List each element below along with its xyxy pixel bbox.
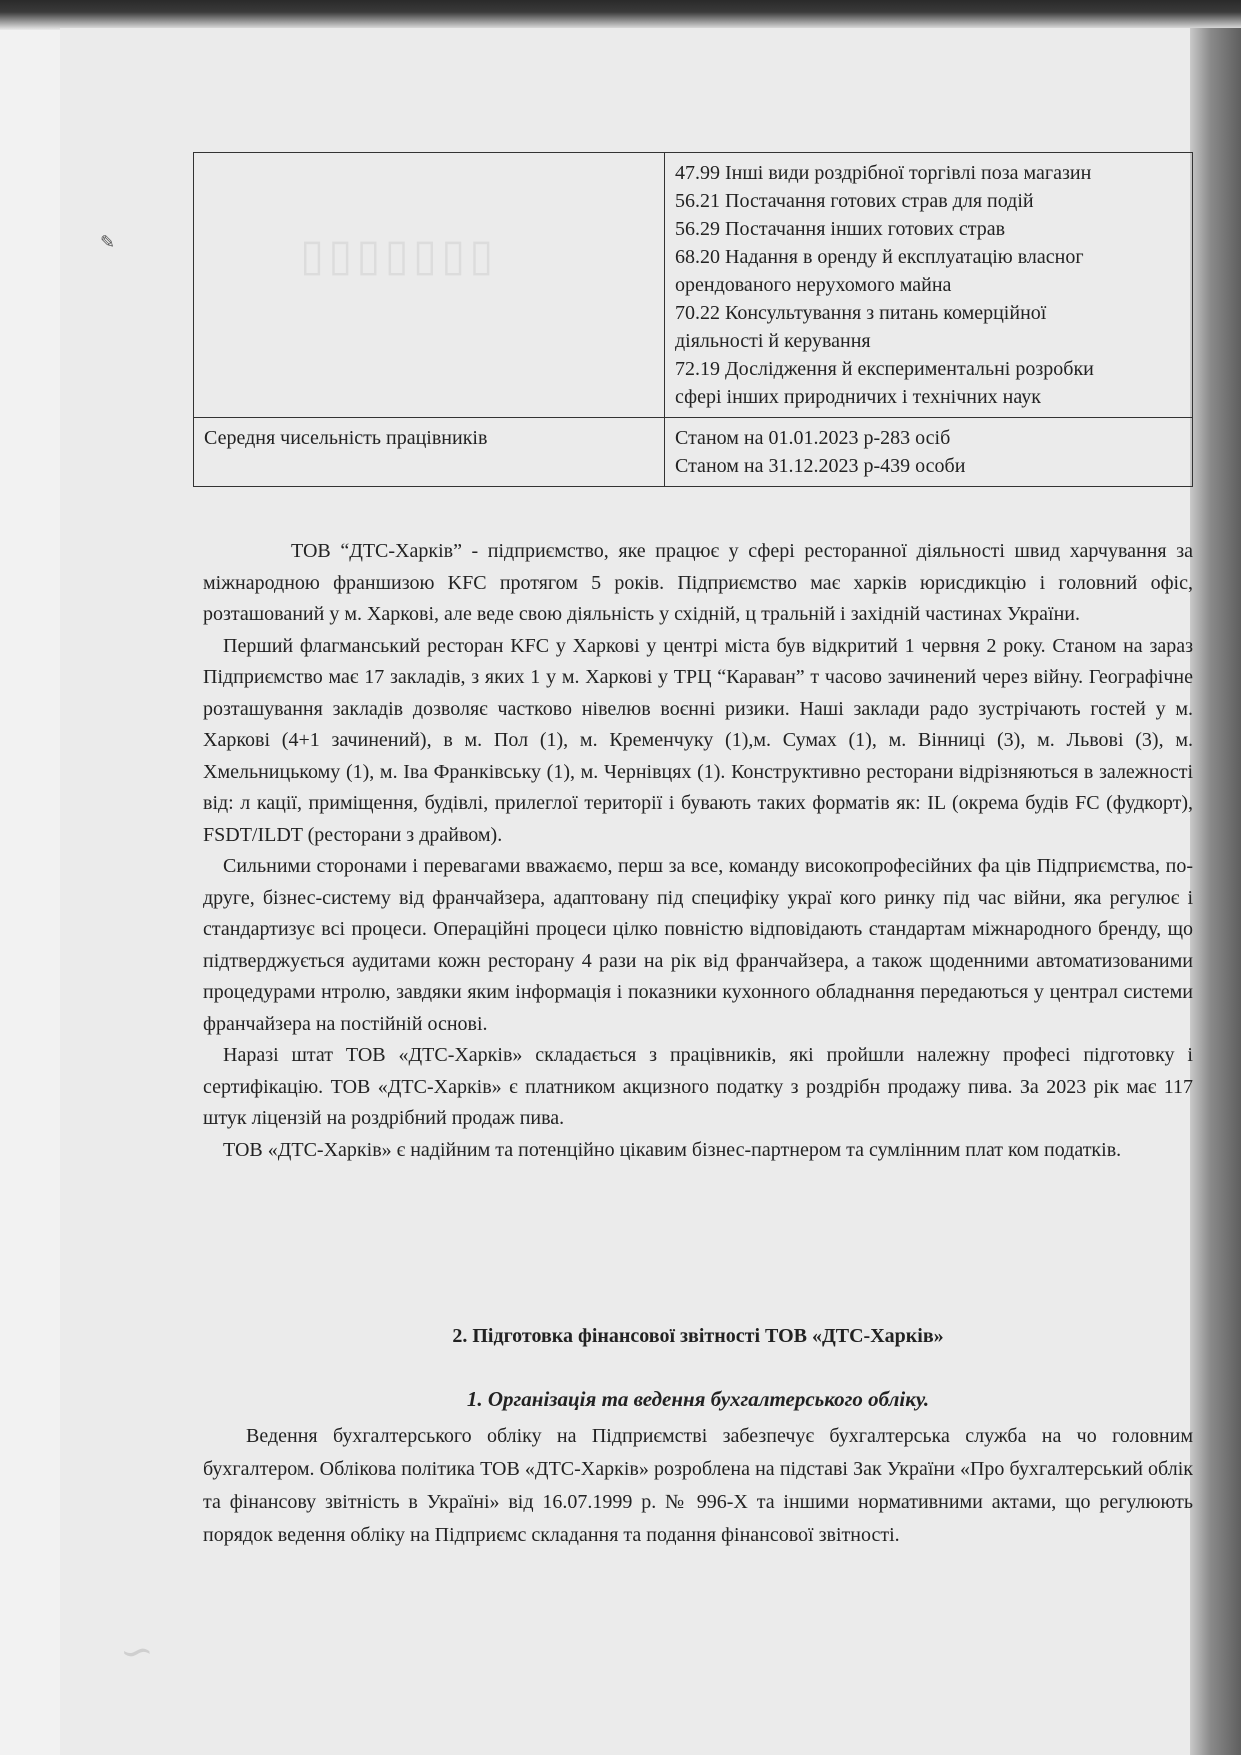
activity-line: сфері інших природничих і технічних наук	[675, 386, 1041, 408]
section-title: 2. Підготовка фінансової звітності ТОВ «ДТС-Харків»	[452, 1325, 944, 1347]
activity-line: діяльності й керування	[675, 330, 871, 352]
employees-values-cell	[665, 418, 1193, 487]
paragraph: Сильними сторонами і перевагами вважаємо, перш за все, команду високопрофесійних фа ців Підприємства, по-друге, бізнес-систему від франчайзера, адаптовану під специфіку украї кого ринку під час війни, яка регулює і стандартизує всі процеси. Операційні процеси цілко повністю відповідають стандартам міжнародного бренду, що підтверджується аудитами кожн ресторану 4 рази на рік від франчайзера, а також щоденними автоматизованими процедурами нтролю, завдяки яким інформація і показники кухонного обладнання передаються у централ системи франчайзера на постійній основі.	[203, 855, 1193, 1035]
show-through-watermark: ▯▯▯▯▯▯▯	[300, 230, 498, 281]
page-number-scribble: ∽	[117, 1626, 157, 1677]
accounting-description	[203, 1420, 1193, 1552]
activity-line: 68.20 Надання в оренду й експлуатацію власног	[675, 246, 1084, 268]
table-row	[194, 153, 1193, 418]
company-info-table	[193, 152, 1193, 487]
activity-line: 47.99 Інші види роздрібної торгівлі поза магазин	[675, 162, 1092, 184]
activity-line: орендованого нерухомого майна	[675, 274, 952, 296]
activity-line: 72.19 Дослідження й експериментальні розробки	[675, 358, 1094, 380]
activity-line: 56.21 Постачання готових страв для подій	[675, 190, 1034, 212]
activity-line: 56.29 Постачання інших готових страв	[675, 218, 1006, 240]
employees-label-cell: Середня чисельність працівників	[194, 418, 665, 487]
page-binding-edge	[1190, 28, 1241, 1755]
subsection-title: 1. Організація та ведення бухгалтерського обліку.	[466, 1387, 930, 1411]
company-description	[203, 536, 1193, 1166]
scan-top-shadow	[0, 0, 1241, 30]
paragraph: ТОВ “ДТС-Харків” - підприємство, яке працює у сфері ресторанної діяльності швид харчування за міжнародною франшизою KFC протягом 5 років. Підприємство має харків юрисдикцію і головний офіс, розташований у м. Харкові, але веде свою діяльність у східній, ц тральній і західній частинах України.	[203, 540, 1193, 625]
paragraph: ТОВ «ДТС-Харків» є надійним та потенційно цікавим бізнес-партнером та сумлінним плат ком податків.	[223, 1138, 1122, 1161]
table-cell-empty	[194, 153, 665, 418]
paragraph: Наразі штат ТОВ «ДТС-Харків» складається з працівників, які пройшли належну професі підготовку і сертифікацію. ТОВ «ДТС-Харків» є платником акцизного податку з роздрібн продажу пива. За 2023 рік має 117 штук ліцензій на роздрібний продаж пива.	[203, 1044, 1193, 1129]
table-row	[194, 418, 1193, 487]
paragraph: Ведення бухгалтерського обліку на Підприємстві забезпечує бухгалтерська служба на чо головним бухгалтером. Облікова політика ТОВ «ДТС-Харків» розроблена на підставі Зак України «Про бухгалтерський облік та фінансову звітність в Україні» від 16.07.1999 р. № 996-Х та іншими нормативними актами, що регулюють порядок ведення обліку на Підприємс складання та подання фінансової звітності.	[203, 1425, 1193, 1546]
employees-value: Станом на 01.01.2023 р-283 осіб	[675, 427, 951, 449]
activities-cell	[665, 153, 1193, 418]
paragraph: Перший флагманський ресторан KFC у Харкові у центрі міста був відкритий 1 червня 2 року. Станом на зараз Підприємство має 17 закладів, з яких 1 у м. Харкові у ТРЦ “Караван” т часово зачинений через війну. Географічне розташування закладів дозволяє частково нівелюв воєнні ризики. Наші заклади радо зустрічають гостей у м. Харкові (4+1 зачинений), в м. Пол (1), м. Кременчуку (1),м. Сумах (1), м. Вінниці (3), м. Львові (3), м. Хмельницькому (1), м. Іва Франківську (1), м. Чернівцях (1). Конструктивно ресторани відрізняються в залежності від: л кації, приміщення, будівлі, прилеглої території і бувають таких форматів як: IL (окрема будів FC (фудкорт), FSDT/ILDT (ресторани з драйвом).	[203, 634, 1193, 846]
margin-mark: ✎	[100, 232, 116, 252]
employees-value: Станом на 31.12.2023 р-439 особи	[675, 455, 966, 477]
activity-line: 70.22 Консультування з питань комерційної	[675, 302, 1047, 324]
